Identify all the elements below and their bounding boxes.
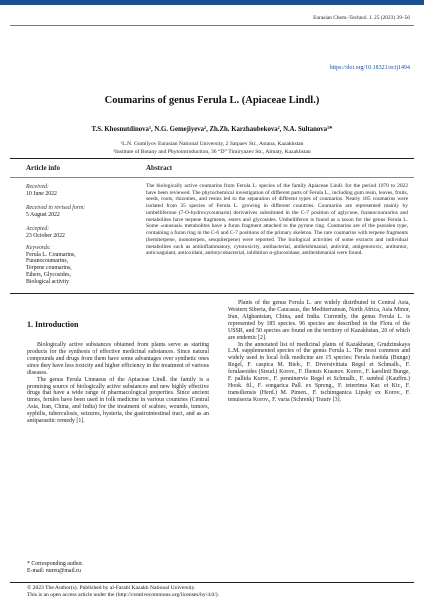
doi-link[interactable]: https://doi.org/10.18321/ectj1494 [329,65,410,71]
right-column [228,300,410,404]
keyword: Biological activity [26,278,69,285]
keyword: Ethers, Glycosides, [26,271,71,278]
revised-date: 5 August 2022 [26,211,60,218]
keyword: Furanocoumarins, [26,258,69,265]
info-bottom-rule [10,293,414,294]
accepted-date: 23 October 2022 [26,232,65,239]
keyword: Ferula L. Coumarins, [26,251,76,258]
top-color-bar [0,0,424,5]
author-list: T.S. Khosnutdinova¹, N.G. Gemejiyeva², Zh.Zh. Karzhaubekova², N.A. Sultanova¹* [91,126,333,133]
article-title: Coumarins of genus Ferula L. (Apiaceae Lindl.) [104,95,320,106]
info-top-rule [10,158,414,159]
paragraph: Plants of the genus Ferula L. are widely distributed in Central Asia, Western Siberia, the Caucasus, the Mediterranean, North Africa, Asia Minor, Iran, Afghanistan, China, and India. Currently, the genus Ferula L. is represented by 185 species. 96 species are described in the Flora of the USSR, and 50 species are found on the territory of Kazakhstan, 20 of which are endemic [2]. [228,300,410,341]
revised-block [26,205,134,218]
accepted-block [26,226,134,239]
section-heading: 1. Introduction [27,320,79,329]
received-block [26,184,134,197]
abstract-body: The biologically active coumarins from Ferula L. species of the family Apiaceae Lindl. for the period 1970 to 2022 have been reviewed. The phytochemical investigation of different parts of Ferula L., including gum resin, leaves, fruits, seeds, roots, rhizomes, and resins led to the separation of different types of coumarins. Nearly 185 coumarins were isolated from 35 species of Ferula L. growing in different countries. Coumarins are represented mainly by umbelliferone (7-O-hydroxycoumarin) derivatives substituted in the C-7 position of aglycone, furanocoumarins and metabolites have terpene fragments, esters and glycosides. Umbelliferon is found as a taxon for the genus Ferula L. Some «unusual» metabolites have a furan fragment attached to the pyrone ring. Coumarins are of the psoralen type, containing a furan ring in the C-6 and C-7 positions of the primary skeleton. The rare coumarins with terpene fragments (hemiterpene, monoterpen, sesquiterpene) were reported. The biological activities of some extracts and individual metabolites such as antiinflammatory, cytotoxicity, antibacterial, antileishmanial, antiviral, antigenotoxic, antitumor, anticoagulant, antioxidant, antimycobacterial, inhibition α-glucosidase, antileishmanial were found. [146,183,408,257]
article-info-heading: Article info [26,164,61,172]
paragraph: Biologically active substances obtained from plants serve as starting products for the synthesis of effective medicinal substances. Since natural compounds and drugs from them have some advantages over synthetic ones since they have less toxicity and higher efficiency in the treatment of various diseases. [27,342,209,376]
abstract-heading: Abstract [146,164,173,172]
corresponding-author: * Corresponding author. [27,561,84,567]
journal-citation: Eurasian Chem.-Technol. J. 25 (2023) 39–56 [313,15,410,21]
keyword: Terpene coumarins, [26,265,72,272]
left-column [27,342,209,425]
paragraph: In the annotated list of medicinal plants of Kazakhstan, Grudzinskaya L.M. supplemented species of the genus Ferula L. The most common and widely used in local folk medicine are 15 species: Ferula foetida (Bunge) Regel, F. caspica M. Bieb., F. Diversivittata Regel et Schmalh., F. ferulaeoides (Steud.) Korov., F. Iliensis Krasnov. Korov., F. karelinii Bunge, F. pallida Korov., F. penninervis Regel et Schmalh., F. sumbul (Kauffm.) Hook. fil., F. songarica Pall. ex Spreng., F. teterrima Kar. et Kir., F. transiliensis (Herd.) M. Pimen., F. tschimganica Lipsky ex Korov., F. tenuisecta Korov., F. varia (Schrenk) Trautv [3]. [228,341,410,403]
keywords-block [26,245,134,285]
received-date: 10 June 2022 [26,190,57,197]
info-header-rule [10,177,414,178]
license-line: This is an open access article under the (http://creativecommons.org/licenses/by/4.0/). [27,592,220,598]
received-label: Received: [26,184,49,190]
revised-label: Received in revised form: [26,205,86,211]
affiliation-1: ¹L.N. Gumilyov Eurasian National University, 2 Satpaev Str., Astana, Kazakhstan [120,141,304,147]
affiliation-2: ²Institute of Botany and Phytointroduction, 36 “D” Timiryazev Str., Almaty, Kazakhstan [113,149,311,155]
copyright-line: © 2023 The Author(s). Published by al-Farabi Kazakh National University. [27,585,196,591]
header-divider [10,25,414,26]
paragraph: The genus Ferula Linnaeus of the Apiaceae Lindl. the family is a promising source of biologically active substances and new highly effective drugs that have a wide range of pharmacological properties. Since ancient times, ferules have been used in folk medicine in various countries (Central Asia, Iran, China, and India) for the treatment of scabies, wounds, tumors, syphilis, tuberculosis, seizures, hysteria, the gastrointestinal tract, and as an antiparasitic remedy [1]. [27,376,209,425]
email-line: E-mail: nureu@mail.ru [27,567,81,574]
accepted-label: Accepted: [26,226,50,232]
corresponding-note [27,561,83,575]
footer-rule [10,582,414,583]
keywords-label: Keywords: [26,245,51,251]
